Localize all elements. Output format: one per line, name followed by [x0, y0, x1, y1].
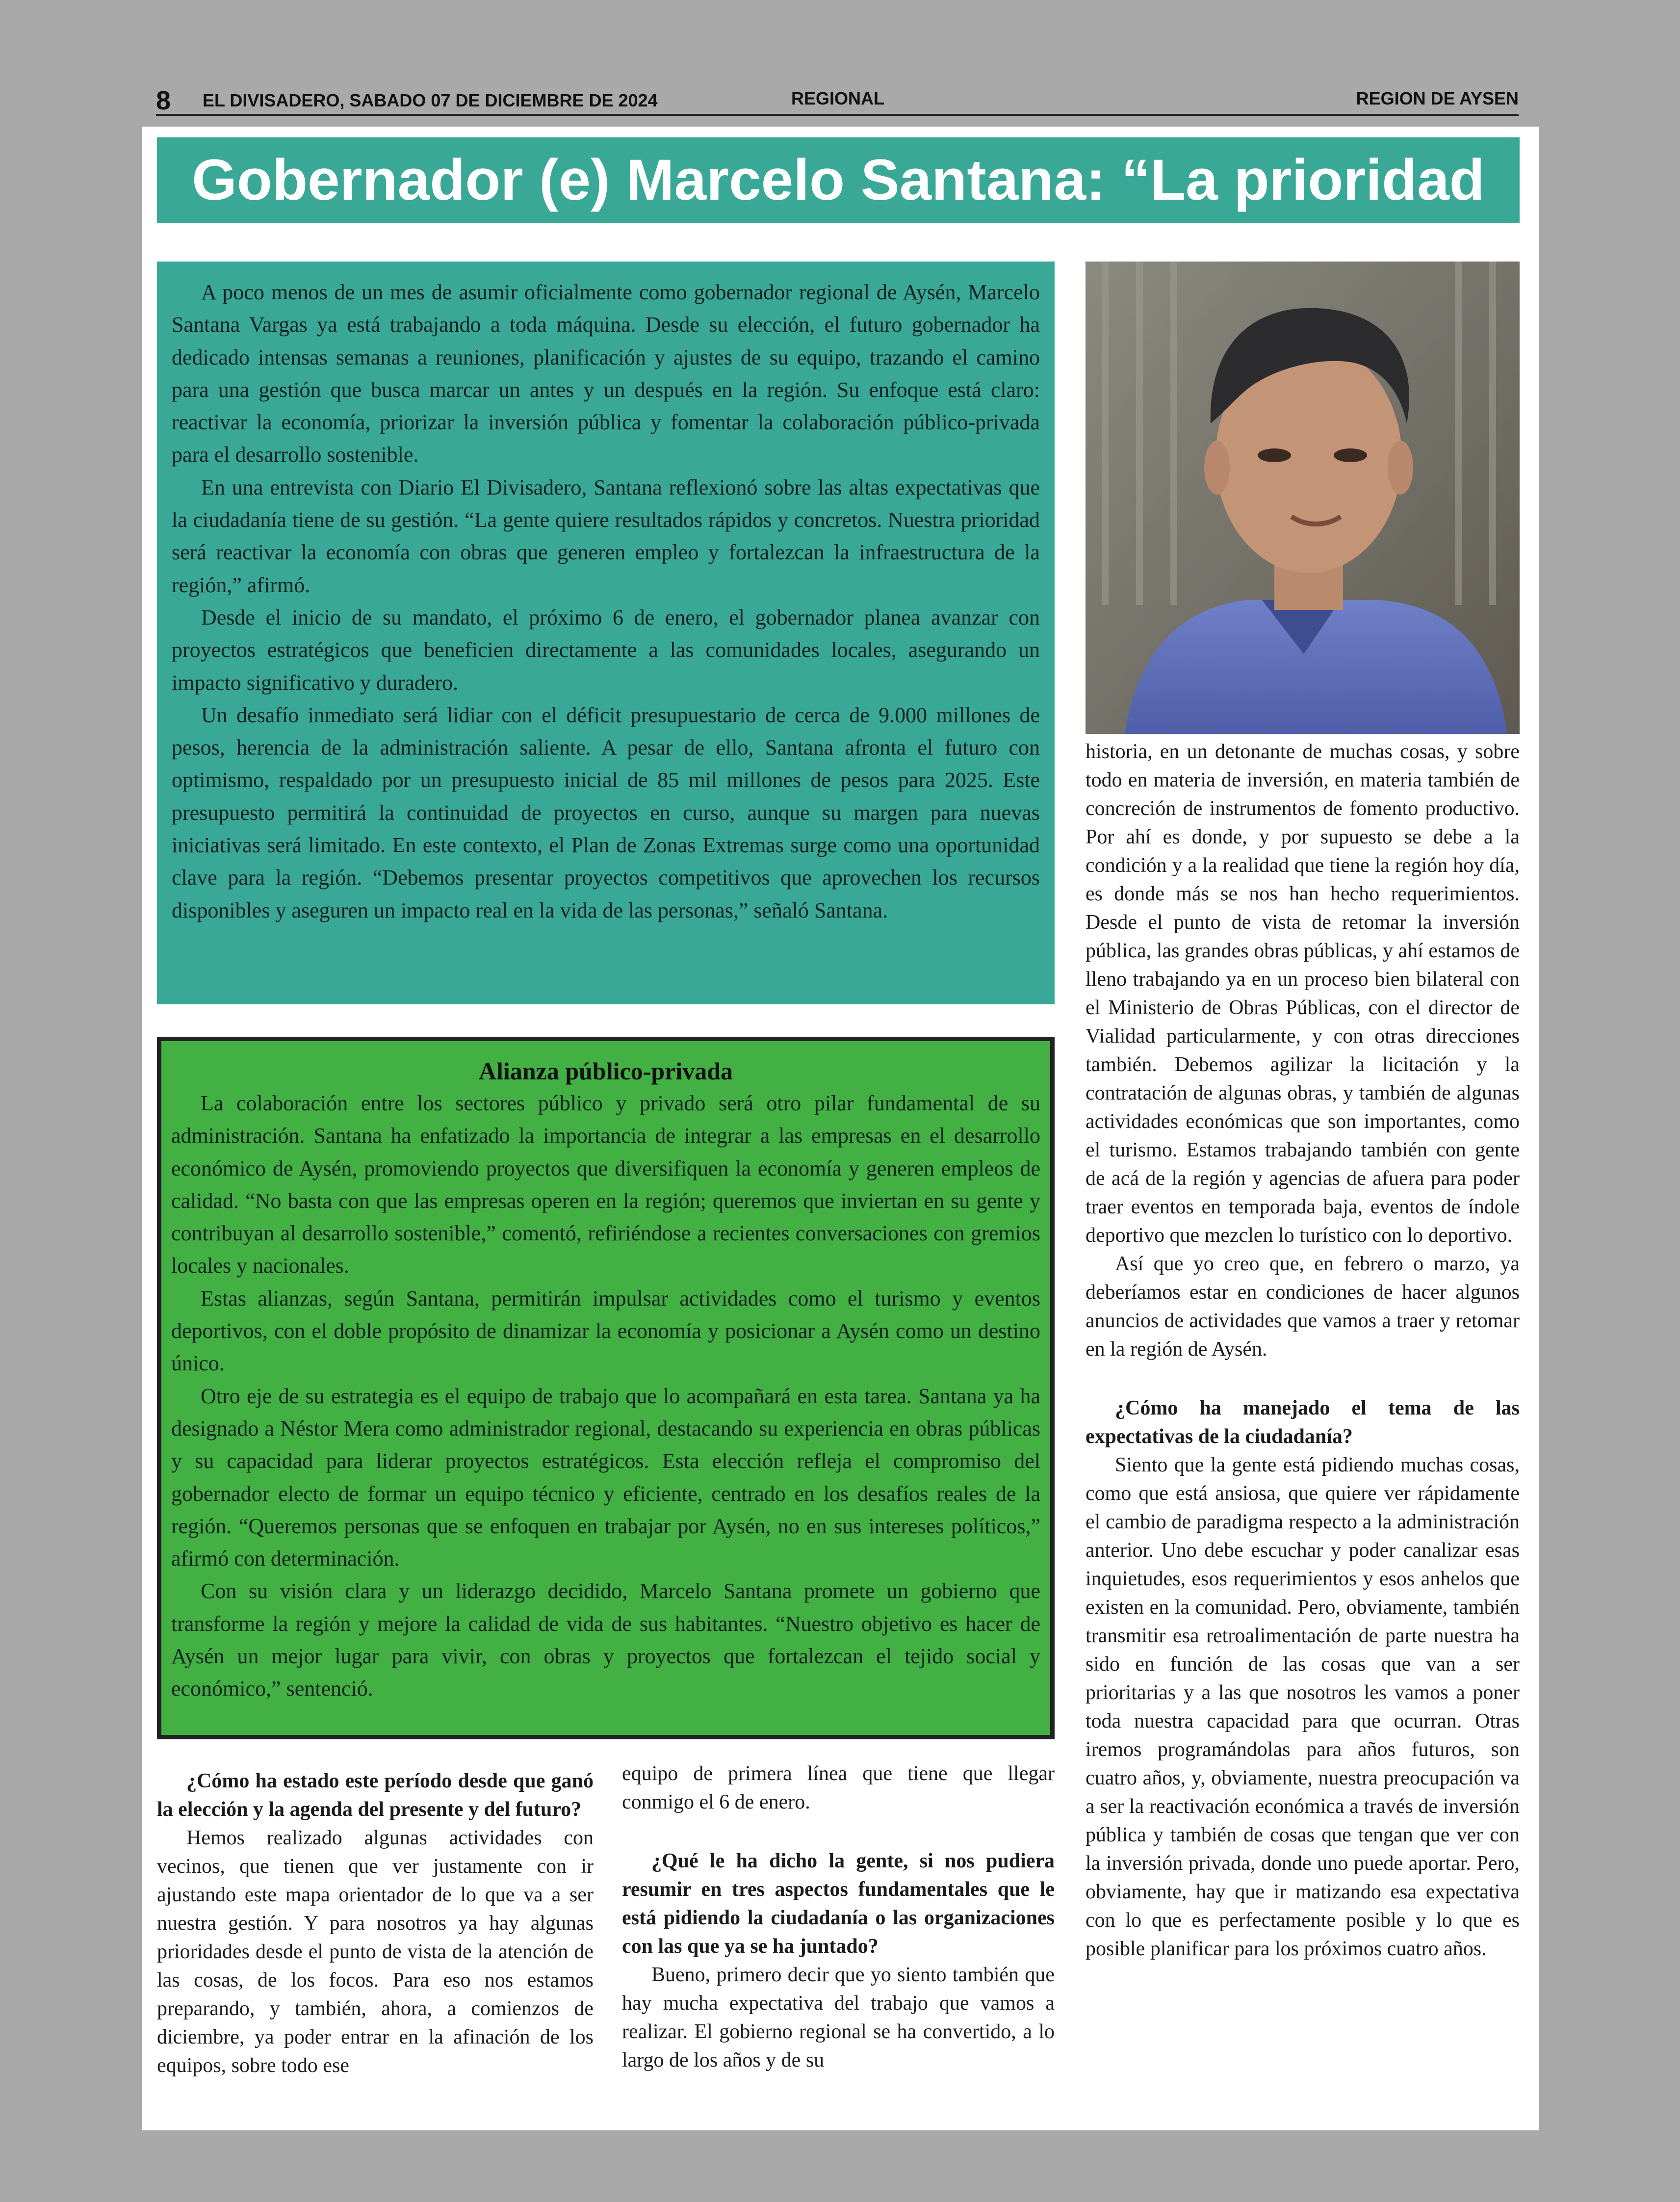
section-label: REGIONAL	[791, 88, 885, 108]
interview-answer: Bueno, primero decir que yo siento también que hay mucha expectativa del trabajo que vamos a realizar. El gobierno regional se ha convertido, a lo largo de los años y de su	[622, 1964, 1055, 2071]
page-number: 8	[156, 86, 171, 115]
headline: Gobernador (e) Marcelo Santana: “La prioridad	[192, 148, 1485, 212]
alliance-paragraph: Otro eje de su estrategia es el equipo de trabajo que lo acompañará en esta tarea. Santana ya ha designado a Néstor Mera como administrador regional, destacando su experiencia en obras públicas y su capacidad para liderar proyectos estratégicos. Esta elección refleja el compromiso del gobernador electo de formar un equipo técnico y eficiente, centrado en los desafíos reales de la región. “Queremos personas que se enfoquen en trabajar por Aysén, no en sus intereses políticos,” afirmó con determinación.	[171, 1384, 1040, 1571]
alliance-box	[157, 1037, 1055, 1739]
intro-paragraph: Desde el inicio de su mandato, el próximo 6 de enero, el gobernador planea avanzar con proyectos estratégicos que beneficien directamente a las comunidades locales, asegurando un impacto significativo y duradero.	[172, 605, 1040, 695]
article-paragraph: Así que yo creo que, en febrero o marzo, ya deberíamos estar en condiciones de hacer algunos anuncios de actividades que vamos a traer y retomar en la región de Aysén.	[1086, 1253, 1520, 1361]
article-paragraph: historia, en un detonante de muchas cosas, y sobre todo en materia de inversión, en materia también de concreción de instrumentos de fomento productivo. Por ahí es donde, y por supuesto se debe a la condición y a la realidad que tiene la región hoy día, es donde más se nos han hecho requerimientos. Desde el punto de vista de retomar la inversión pública, las grandes obras públicas, y ahí estamos de lleno trabajando ya en un proceso bien bilateral con el Ministerio de Obras Públicas, con el director de Vialidad particularmente, y con otras direcciones también. Debemos agilizar la licitación y la contratación de algunas obras, y también de algunas actividades económicas que son importantes, como el turismo. Estamos trabajando también con gente de acá de la región y agencias de afuera para poder traer eventos en temporada baja, eventos de índole deportivo que mezclen lo turístico con lo deportivo.	[1086, 740, 1520, 1247]
intro-box	[157, 262, 1055, 1004]
article-paragraph: equipo de primera línea que tiene que llegar conmigo el 6 de enero.	[622, 1762, 1055, 1813]
intro-paragraph: A poco menos de un mes de asumir oficialmente como gobernador regional de Aysén, Marcelo Santana Vargas ya está trabajando a toda máquina. Desde su elección, el futuro gobernador ha dedicado intensas semanas a reuniones, planificación y ajustes de su equipo, trazando el camino para una gestión que busca marcar un antes y un después en la región. Su enfoque está claro: reactivar la economía, priorizar la inversión pública y fomentar la colaboración público-privada para el desarrollo sostenible.	[172, 280, 1040, 467]
page-header	[156, 84, 1519, 116]
right-column	[1086, 737, 1520, 1963]
alliance-paragraph: La colaboración entre los sectores público y privado será otro pilar fundamental de su administración. Santana ha enfatizado la importancia de integrar a las empresas en el desarrollo económico de Aysén, promoviendo proyectos que diversifiquen la economía y generen empleos de calidad. “No basta con que las empresas operen en la región; queremos que inviertan en su gente y contribuyan al desarrollo sostenible,” comentó, refiriéndose a recientes conversaciones con gremios locales y nacionales.	[171, 1091, 1040, 1278]
middle-column	[622, 1759, 1055, 2074]
alliance-paragraph: Con su visión clara y un liderazgo decidido, Marcelo Santana promete un gobierno que transforme la región y mejore la calidad de vida de sus habitantes. “Nuestro objetivo es hacer de Aysén un mejor lugar para vivir, con obras y proyectos que fortalezcan el tejido social y económico,” sentenció.	[171, 1579, 1040, 1701]
intro-paragraph: Un desafío inmediato será lidiar con el déficit presupuestario de cerca de 9.000 millones de pesos, herencia de la administración saliente. A pesar de ello, Santana afronta el futuro con optimismo, respaldado por un presupuesto inicial de 85 mil millones de pesos para 2025. Este presupuesto permitirá la continuidad de proyectos en curso, aunque su margen para nuevas iniciativas será limitado. En este contexto, el Plan de Zonas Extremas surge como una oportunidad clave para la región. “Debemos presentar proyectos competitivos que aprovechen los recursos disponibles y aseguren un impacto real en la vida de las personas,” señaló Santana.	[172, 703, 1040, 922]
interview-question: ¿Qué le ha dicho la gente, si nos pudiera resumir en tres aspectos fundamentales que le está pidiendo la ciudadanía o las organizaciones con las que ya se ha juntado?	[622, 1850, 1055, 1958]
region-label: REGION DE AYSEN	[1356, 88, 1519, 108]
interview-question: ¿Cómo ha estado este período desde que ganó la elección y la agenda del presente y del futuro?	[157, 1770, 594, 1821]
intro-paragraph: En una entrevista con Diario El Divisadero, Santana reflexionó sobre las altas expectativas que la ciudadanía tiene de su gestión. “La gente quiere resultados rápidos y concretos. Nuestra prioridad será reactivar la economía con obras que generen empleo y fortalezcan la infraestructura de la región,” afirmó.	[172, 475, 1040, 597]
alliance-title: Alianza público-privada	[478, 1057, 733, 1085]
headline-banner	[157, 137, 1520, 223]
newspaper-page	[142, 127, 1539, 2130]
alliance-paragraph: Estas alianzas, según Santana, permitirán impulsar actividades como el turismo y eventos deportivos, con el doble propósito de dinamizar la economía y posicionar a Aysén como un destino único.	[171, 1286, 1040, 1376]
portrait-photo	[1086, 262, 1520, 734]
interview-question: ¿Cómo ha manejado el tema de las expectativas de la ciudadanía?	[1086, 1397, 1520, 1448]
portrait-illustration	[1086, 262, 1520, 734]
interview-answer: Siento que la gente está pidiendo muchas cosas, como que está ansiosa, que quiere ver rápidamente el cambio de paradigma respecto a la administración anterior. Uno debe escuchar y poder canalizar esas inquietudes, esos requerimientos y esos anhelos que existen en la comunidad. Pero, obviamente, también transmitir esa retroalimentación de parte nuestra ha sido en función de las cosas que van a ser prioritarias y a las que nosotros les vamos a poner toda nuestra capacidad para que ocurran. Otras iremos programándolas para años futuros, son cuatro años, y, obviamente, nuestra preocupación va a ser la reactivación económica a través de inversión pública y también de cosas que tengan que ver con la inversión privada, donde uno puede aportar. Pero, obviamente, hay que ir matizando esa expectativa con lo que es perfectamente posible y lo que es posible planificar para los próximos cuatro años.	[1086, 1454, 1520, 1960]
interview-answer: Hemos realizado algunas actividades con vecinos, que tienen que ver justamente con ir ajustando este mapa orientador de lo que va a ser nuestra gestión. Y para nosotros ya hay algunas prioridades desde el punto de vista de la atención de las cosas, de los focos. Para eso nos estamos preparando, y también, ahora, a comienzos de diciembre, ya poder entrar en la afinación de los equipos, sobre todo ese	[157, 1827, 594, 2077]
left-column	[157, 1767, 594, 2080]
date-line: EL DIVISADERO, SABADO 07 DE DICIEMBRE DE 2024	[203, 90, 658, 110]
